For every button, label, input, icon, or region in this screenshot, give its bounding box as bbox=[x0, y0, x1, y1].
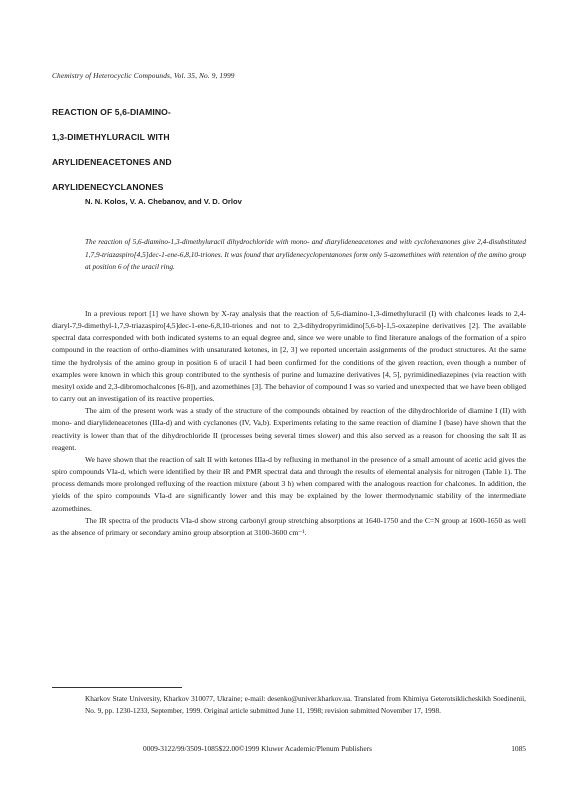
body-paragraph: In a previous report [1] we have shown by X-ray analysis that the reaction of 5,6-diamino-1,3-dimethyluracil (I) with chalcones leads to 2,4-diaryl-7,9-dimethyl-1,7,9-triazaspiro[4,5]dec-1-ene-6,8,10-triones and not to 2,3-dihydropyrimidino[5,6-b]-1,5-oxazepine derivatives [2]. The available spectral data corresponded with both indicated systems to an equal degree and, since we were unable to find literature analogs of the formation of a spiro compound in the reaction of ortho-diamines with unsaturated ketones, in [2, 3] we reported uncertain assignments of the product structures. At the same time the hydrolysis of the amino group in position 6 of uracil I had been confirmed for the conditions of the given reaction, even though a number of examples were known in which this group contributed to the synthesis of purine and lumazine derivatives [4, 5], pyrimidinediazepines (via reaction with mesityl oxide and 2,3-dibromochalcones [6-8]), and azomethines [3]. The behavior of compound I was so varied and unexpected that we have been obliged to carry out an investigation of its reactive properties. bbox=[52, 309, 526, 404]
abstract: The reaction of 5,6-diamino-1,3-dimethyluracil dihydrochloride with mono- and diarylideneacetones and with cyclohexanones give 2,4-disubstituted 1,7,9-triazaspiro[4,5]dec-1-ene-6,8,10-triones. It was found that arylidenecyclopentanones form only 5-azomethines with retention of the amino group at position 6 of the uracil ring. bbox=[85, 237, 526, 272]
body-paragraph: The aim of the present work was a study of the structure of the compounds obtained by reaction of the dihydrochloride of diamine I (II) with mono- and diarylideneacetones (IIIa-d) and with cyclanones (IV, Va,b). Experiments relating to the same reaction of diamine I (base) have shown that the reactivity is lower than that of the dihydrochloride II (processes being several times slower) and this also served as a reason for choosing the salt II as reagent. bbox=[52, 406, 526, 452]
title-line: 1,3-DIMETHYLURACIL WITH bbox=[52, 132, 170, 142]
body-paragraph: We have shown that the reaction of salt II with ketones IIIa-d by refluxing in methanol in the presence of a small amount of acetic acid gives the spiro compounds VIa-d, which were identified by their IR and PMR spectral data and through the results of elemental analysis for nitrogen (Table 1). The process demands more prolonged refluxing of the reaction mixture (about 3 h) when compared with the analogous reaction for chalcones. In addition, the yields of the spiro compounds VIa-d are significantly lower and this may be explained by the lower thermodynamic stability of the intermediate azomethines. bbox=[52, 454, 526, 513]
article-title bbox=[52, 100, 172, 200]
author-list: N. N. Kolos, V. A. Chebanov, and V. D. Orlov bbox=[85, 197, 242, 206]
article-body bbox=[52, 308, 526, 539]
title-line: ARYLIDENEACETONES AND bbox=[52, 157, 172, 167]
page-number: 1085 bbox=[511, 744, 526, 753]
journal-header: Chemistry of Heterocyclic Compounds, Vol. 35, No. 9, 1999 bbox=[52, 71, 235, 80]
body-paragraph: The IR spectra of the products VIa-d show strong carbonyl group stretching absorptions at 1640-1750 and the C=N group at 1600-1650 as well as the absence of primary or secondary amino group absorption at 3100-3600 cm⁻¹. bbox=[52, 515, 526, 537]
title-line: ARYLIDENECYCLANONES bbox=[52, 182, 164, 192]
footnote-divider bbox=[52, 687, 182, 688]
title-line: REACTION OF 5,6-DIAMINO- bbox=[52, 107, 171, 117]
footnote: Kharkov State University, Kharkov 310077, Ukraine; e-mail: desenko@univer.kharkov.ua. Translated from Khimiya Geterotsiklicheskikh Soedinenii, No. 9, pp. 1230-1233, September, 1999. Original article submitted June 11, 1998; revision submitted November 17, 1998. bbox=[85, 694, 526, 716]
copyright-code: 0009-3122/99/3509-1085$22.00©1999 Kluwer Academic/Plenum Publishers bbox=[143, 744, 372, 753]
